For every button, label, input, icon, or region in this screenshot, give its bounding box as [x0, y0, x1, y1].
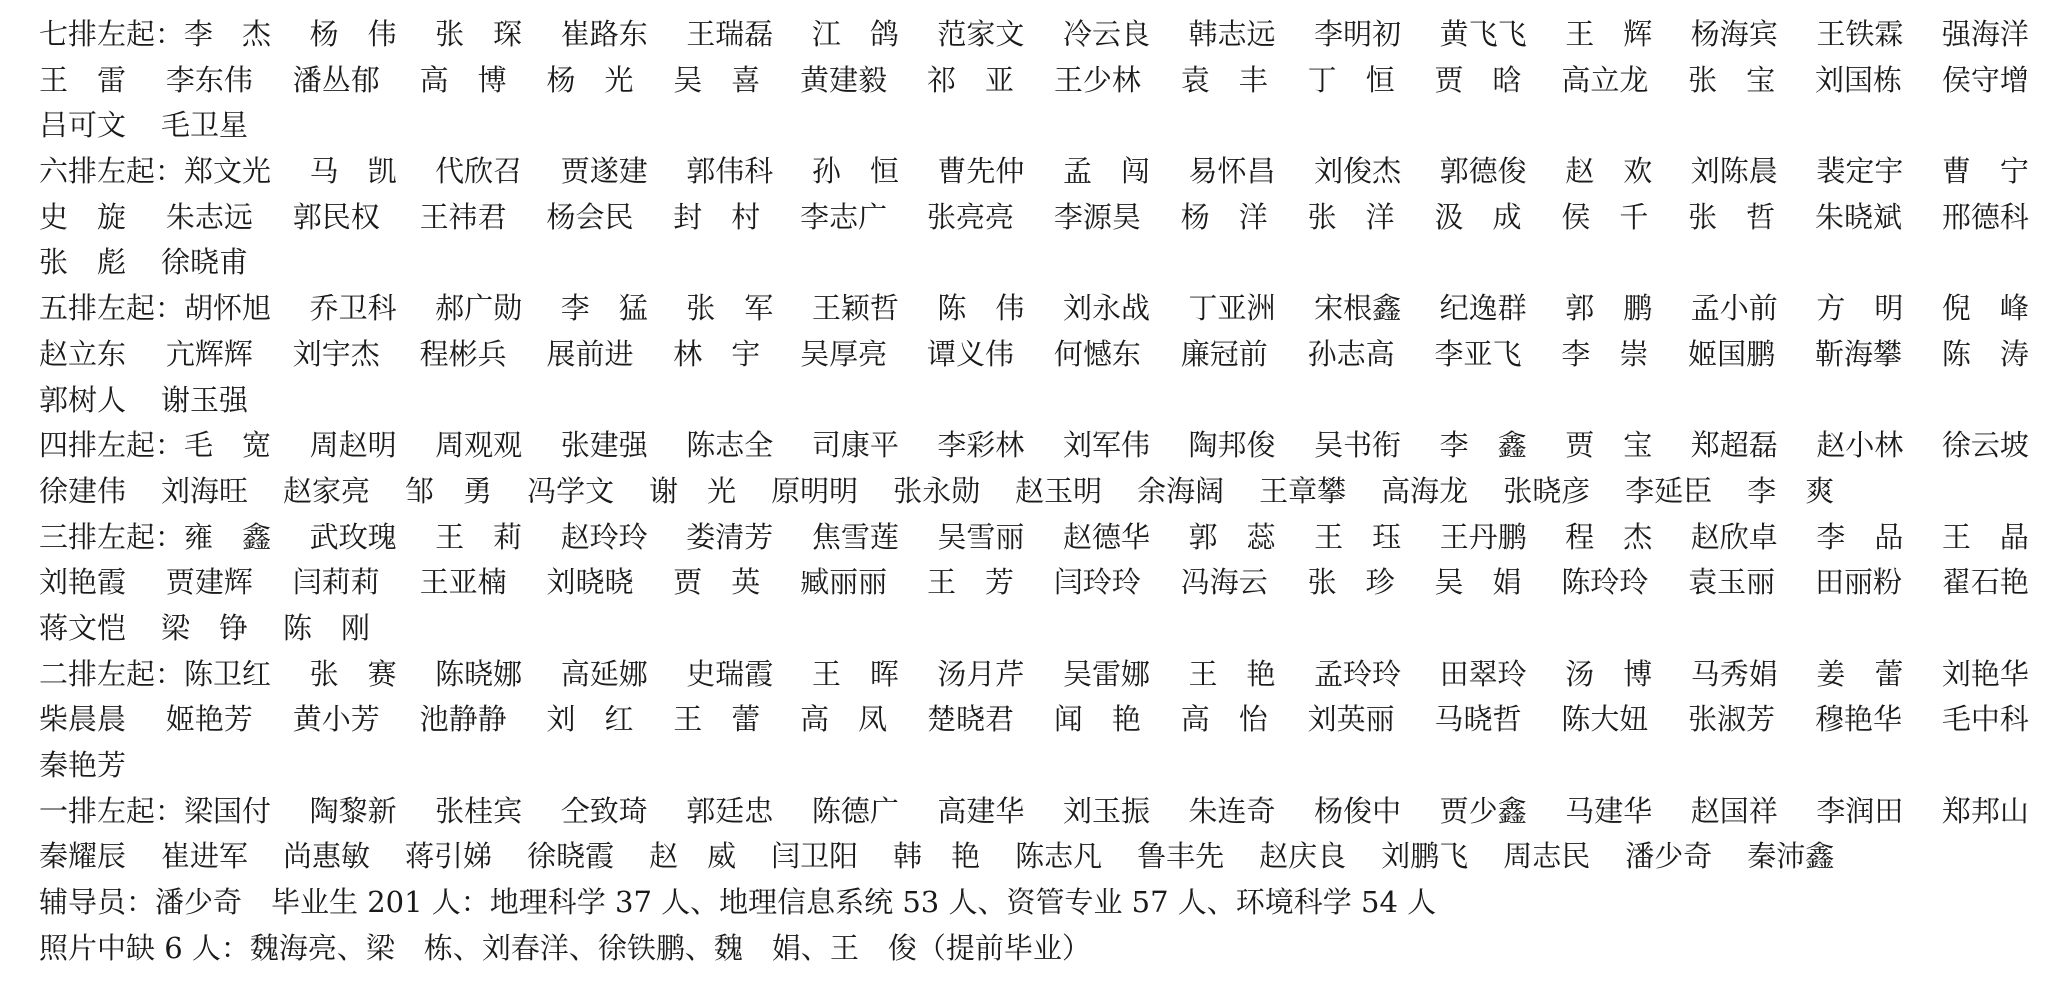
person-name: 贾遂建: [560, 154, 648, 189]
person-name: 刘艳华: [1941, 656, 2029, 691]
person-name: 高 凤: [800, 702, 888, 737]
name-row: [39, 58, 2029, 104]
row-position-label: 二排左起：: [39, 656, 185, 691]
person-name: 赵德华: [1062, 519, 1150, 554]
person-name: 方 明: [1816, 291, 1904, 326]
name-row: [39, 240, 2029, 286]
person-name: 王颖哲: [811, 291, 899, 326]
person-name: 徐建伟: [39, 473, 127, 508]
person-name: 赵欣卓: [1690, 519, 1778, 554]
person-name: 强海洋: [1941, 17, 2029, 51]
person-name: 陈志全: [686, 428, 774, 463]
person-name: 王祎君: [419, 199, 507, 234]
person-name: 吴书衔: [1314, 428, 1402, 463]
person-name: 史 旋: [39, 199, 127, 234]
person-name: 谢玉强: [161, 382, 249, 417]
person-name: 吴雪丽: [937, 519, 1025, 554]
person-name: 宋根鑫: [1314, 291, 1402, 326]
person-name: 黄飞飞: [1439, 17, 1527, 51]
person-name: 韩志远: [1188, 17, 1276, 51]
person-name: 侯守增: [1941, 62, 2029, 97]
person-name: 楚晓君: [927, 702, 1015, 737]
person-name: 柴晨晨: [39, 702, 127, 737]
person-name: 刘国栋: [1815, 62, 1903, 97]
person-name: 郭廷忠: [686, 793, 774, 828]
person-name: 孙 恒: [811, 154, 899, 189]
person-name: 王章攀: [1259, 473, 1347, 508]
person-name: 江 鸽: [811, 17, 899, 51]
name-row: [39, 469, 2029, 515]
person-name: 闻 艳: [1053, 702, 1141, 737]
person-name: 张永勋: [893, 473, 981, 508]
person-name: 武玫瑰: [309, 519, 397, 554]
person-name: 李延臣: [1625, 473, 1713, 508]
person-name: 蒋引娣: [405, 839, 493, 874]
person-name: 赵 欢: [1565, 154, 1653, 189]
person-name: 陈 伟: [937, 291, 1025, 326]
person-name: 赵国祥: [1690, 793, 1778, 828]
person-name: 丁 恒: [1307, 62, 1395, 97]
person-name: 焦雪莲: [811, 519, 899, 554]
person-name: 吕可文: [39, 108, 127, 143]
person-name: 陶邦俊: [1188, 428, 1276, 463]
person-name: 贾 英: [673, 565, 761, 600]
person-name: 郭民权: [292, 199, 380, 234]
person-name: 徐晓霞: [527, 839, 615, 874]
person-name: 代欣召: [435, 154, 523, 189]
person-name: 冯学文: [527, 473, 615, 508]
person-name: 冯海云: [1180, 565, 1268, 600]
person-name: 丁亚洲: [1188, 291, 1276, 326]
person-name: 姜 蕾: [1816, 656, 1904, 691]
person-name: 周观观: [435, 428, 523, 463]
person-name: 毛 宽: [184, 428, 272, 463]
person-name: 朱晓斌: [1815, 199, 1903, 234]
person-name: 陈 涛: [1941, 336, 2029, 371]
person-name: 吴雷娜: [1062, 656, 1150, 691]
person-name: 李志广: [800, 199, 888, 234]
person-name: 程彬兵: [419, 336, 507, 371]
name-row: [39, 515, 2029, 561]
person-name: 吴 喜: [673, 62, 761, 97]
person-name: 刘鹏飞: [1381, 839, 1469, 874]
row-position-label: 四排左起：: [39, 428, 185, 463]
person-name: 张 洋: [1307, 199, 1395, 234]
person-name: 高海龙: [1381, 473, 1469, 508]
name-row: [39, 697, 2029, 743]
person-name: 徐云坡: [1941, 428, 2029, 463]
person-name: 陈 刚: [283, 610, 371, 645]
missing-people-line: 照片中缺 6 人：魏海亮、梁 栋、刘春洋、徐铁鹏、魏 娟、王 俊（提前毕业）: [39, 930, 1091, 965]
row-position-label: 五排左起：: [39, 291, 185, 326]
person-name: 徐晓甫: [161, 245, 249, 280]
person-name: 王 艳: [1188, 656, 1276, 691]
person-name: 张 宝: [1688, 62, 1776, 97]
name-row: [39, 834, 2029, 880]
person-name: 李明初: [1314, 17, 1402, 51]
person-name: 刘晓晓: [546, 565, 634, 600]
person-name: 李彩林: [937, 428, 1025, 463]
person-name: 杨 洋: [1180, 199, 1268, 234]
name-row: [39, 652, 2029, 698]
person-name: 汤 博: [1565, 656, 1653, 691]
person-name: 刘英丽: [1307, 702, 1395, 737]
person-name: 杨俊中: [1314, 793, 1402, 828]
person-name: 陈大妞: [1561, 702, 1649, 737]
person-name: 司康平: [811, 428, 899, 463]
person-name: 张 珍: [1307, 565, 1395, 600]
person-name: 邹 勇: [405, 473, 493, 508]
name-row: [39, 560, 2029, 606]
person-name: 马秀娟: [1690, 656, 1778, 691]
person-name: 臧丽丽: [800, 565, 888, 600]
person-name: 韩 艳: [893, 839, 981, 874]
person-name: 赵玉明: [1015, 473, 1103, 508]
person-name: 朱志远: [165, 199, 253, 234]
person-name: 张 哲: [1688, 199, 1776, 234]
person-name: 贾 晗: [1434, 62, 1522, 97]
person-name: 倪 峰: [1941, 291, 2029, 326]
person-name: 侯 千: [1561, 199, 1649, 234]
person-name: 毛中科: [1941, 702, 2029, 737]
person-name: 孟小前: [1690, 291, 1778, 326]
person-name: 何憾东: [1053, 336, 1141, 371]
person-name: 史瑞霞: [686, 656, 774, 691]
row-position-label: 三排左起：: [39, 519, 185, 554]
person-name: 赵 威: [649, 839, 737, 874]
person-name: 潘丛郁: [292, 62, 380, 97]
person-name: 蒋文恺: [39, 610, 127, 645]
person-name: 陶黎新: [309, 793, 397, 828]
person-name: 李源昊: [1053, 199, 1141, 234]
person-name: 刘陈晨: [1690, 154, 1778, 189]
name-row: [39, 332, 2029, 378]
person-name: 靳海攀: [1815, 336, 1903, 371]
person-name: 张晓彦: [1503, 473, 1591, 508]
person-name: 杨 伟: [309, 17, 397, 51]
person-name: 马 凯: [309, 154, 397, 189]
person-name: 崔路东: [560, 17, 648, 51]
person-name: 封 村: [673, 199, 761, 234]
person-name: 翟石艳: [1941, 565, 2029, 600]
person-name: 亢辉辉: [165, 336, 253, 371]
person-name: 廉冠前: [1180, 336, 1268, 371]
person-name: 冷云良: [1062, 17, 1150, 51]
name-row: [39, 378, 2029, 424]
person-name: 谭义伟: [927, 336, 1015, 371]
person-name: 吴厚亮: [800, 336, 888, 371]
person-name: 姬国鹏: [1688, 336, 1776, 371]
person-name: 鲁丰先: [1137, 839, 1225, 874]
person-name: 范家文: [937, 17, 1025, 51]
person-name: 王 辉: [1565, 17, 1653, 51]
person-name: 张建强: [560, 428, 648, 463]
person-name: 王 莉: [435, 519, 523, 554]
person-name: 王 雷: [39, 62, 127, 97]
person-name: 杨 光: [546, 62, 634, 97]
name-row: [39, 423, 2029, 469]
row-start: [39, 515, 271, 561]
person-name: 田翠玲: [1439, 656, 1527, 691]
name-lines: [39, 12, 2029, 880]
row-start: [39, 286, 271, 332]
person-name: 张 琛: [435, 17, 523, 51]
name-row: [39, 286, 2029, 332]
row-position-label: 七排左起：: [39, 17, 185, 51]
person-name: 郭德俊: [1439, 154, 1527, 189]
person-name: 李东伟: [165, 62, 253, 97]
person-name: 尚惠敏: [283, 839, 371, 874]
person-name: 陈志凡: [1015, 839, 1103, 874]
person-name: 谢 光: [649, 473, 737, 508]
person-name: 李 猛: [560, 291, 648, 326]
person-name: 王亚楠: [419, 565, 507, 600]
person-name: 毛卫星: [161, 108, 249, 143]
person-name: 张桂宾: [435, 793, 523, 828]
person-name: 池静静: [419, 702, 507, 737]
person-name: 朱连奇: [1188, 793, 1276, 828]
person-name: 王 蕾: [673, 702, 761, 737]
person-name: 周志民: [1503, 839, 1591, 874]
person-name: 祁 亚: [927, 62, 1015, 97]
person-name: 梁 铮: [161, 610, 249, 645]
person-name: 易怀昌: [1188, 154, 1276, 189]
person-name: 原明明: [771, 473, 859, 508]
person-name: 黄小芳: [292, 702, 380, 737]
person-name: 袁 丰: [1180, 62, 1268, 97]
person-name: 秦艳芳: [39, 748, 127, 782]
person-name: 王丹鹏: [1439, 519, 1527, 554]
person-name: 刘宇杰: [292, 336, 380, 371]
person-name: 王 晶: [1941, 519, 2029, 554]
person-name: 裴定宇: [1816, 154, 1904, 189]
person-name: 李 杰: [184, 17, 272, 51]
person-name: 邢德科: [1941, 199, 2029, 234]
name-row: [39, 12, 2029, 58]
person-name: 赵玲玲: [560, 519, 648, 554]
person-name: 梁国付: [184, 793, 272, 828]
person-name: 高立龙: [1561, 62, 1649, 97]
person-name: 袁玉丽: [1688, 565, 1776, 600]
person-name: 马建华: [1565, 793, 1653, 828]
name-row: [39, 103, 2029, 149]
name-row: [39, 743, 2029, 789]
person-name: 赵立东: [39, 336, 127, 371]
person-name: 贾建辉: [165, 565, 253, 600]
row-start: [39, 789, 271, 835]
person-name: 雍 鑫: [184, 519, 272, 554]
name-row: [39, 149, 2029, 195]
person-name: 王少林: [1053, 62, 1141, 97]
name-list-document: [39, 12, 2029, 971]
person-name: 纪逸群: [1439, 291, 1527, 326]
person-name: 汤月芹: [937, 656, 1025, 691]
person-name: 刘海旺: [161, 473, 249, 508]
person-name: 潘少奇: [1625, 839, 1713, 874]
person-name: 张 彪: [39, 245, 127, 280]
person-name: 贾 宝: [1565, 428, 1653, 463]
person-name: 展前进: [546, 336, 634, 371]
person-name: 刘艳霞: [39, 565, 127, 600]
person-name: 刘 红: [546, 702, 634, 737]
person-name: 高 怡: [1180, 702, 1268, 737]
person-name: 李 爽: [1747, 473, 1835, 508]
person-name: 王 晖: [811, 656, 899, 691]
person-name: 仝致琦: [560, 793, 648, 828]
person-name: 杨会民: [546, 199, 634, 234]
person-name: 马晓哲: [1434, 702, 1522, 737]
person-name: 闫卫阳: [771, 839, 859, 874]
row-position-label: 一排左起：: [39, 793, 185, 828]
person-name: 林 宇: [673, 336, 761, 371]
person-name: 刘军伟: [1062, 428, 1150, 463]
person-name: 周赵明: [309, 428, 397, 463]
person-name: 穆艳华: [1815, 702, 1903, 737]
person-name: 李 品: [1816, 519, 1904, 554]
row-start: [39, 652, 271, 698]
person-name: 程 杰: [1565, 519, 1653, 554]
person-name: 陈玲玲: [1561, 565, 1649, 600]
person-name: 曹 宁: [1941, 154, 2029, 189]
row-start: [39, 423, 271, 469]
person-name: 高延娜: [560, 656, 648, 691]
person-name: 赵家亮: [283, 473, 371, 508]
name-row: [39, 606, 2029, 652]
person-name: 李 鑫: [1439, 428, 1527, 463]
person-name: 吴 娟: [1434, 565, 1522, 600]
person-name: 孟 闯: [1062, 154, 1150, 189]
person-name: 闫玲玲: [1053, 565, 1141, 600]
person-name: 娄清芳: [686, 519, 774, 554]
person-name: 乔卫科: [309, 291, 397, 326]
person-name: 郭树人: [39, 382, 127, 417]
counselor-line: 辅导员：潘少奇 毕业生 201 人：地理科学 37 人、地理信息系统 53 人、资管专业 57 人、环境科学 54 人: [39, 885, 1437, 920]
row-start: [39, 149, 271, 195]
person-name: 杨海宾: [1690, 17, 1778, 51]
person-name: 王铁霖: [1816, 17, 1904, 51]
row-start: [39, 12, 271, 58]
row-position-label: 六排左起：: [39, 154, 185, 189]
person-name: 高 博: [419, 62, 507, 97]
person-name: 郝广勋: [435, 291, 523, 326]
person-name: 王瑞磊: [686, 17, 774, 51]
person-name: 陈卫红: [184, 656, 272, 691]
person-name: 张 赛: [309, 656, 397, 691]
person-name: 高建华: [937, 793, 1025, 828]
name-row: [39, 789, 2029, 835]
person-name: 王 珏: [1314, 519, 1402, 554]
person-name: 田丽粉: [1815, 565, 1903, 600]
person-name: 李 崇: [1561, 336, 1649, 371]
person-name: 孙志高: [1307, 336, 1395, 371]
person-name: 刘俊杰: [1314, 154, 1402, 189]
person-name: 郑文光: [184, 154, 272, 189]
person-name: 陈德广: [811, 793, 899, 828]
person-name: 姬艳芳: [165, 702, 253, 737]
person-name: 秦沛鑫: [1747, 839, 1835, 874]
person-name: 崔进军: [161, 839, 249, 874]
person-name: 黄建毅: [800, 62, 888, 97]
person-name: 张亮亮: [927, 199, 1015, 234]
person-name: 孟玲玲: [1314, 656, 1402, 691]
person-name: 刘玉振: [1062, 793, 1150, 828]
person-name: 秦耀辰: [39, 839, 127, 874]
person-name: 曹先仲: [937, 154, 1025, 189]
person-name: 张淑芳: [1688, 702, 1776, 737]
person-name: 赵庆良: [1259, 839, 1347, 874]
person-name: 闫莉莉: [292, 565, 380, 600]
person-name: 余海阔: [1137, 473, 1225, 508]
name-row: [39, 195, 2029, 241]
person-name: 张 军: [686, 291, 774, 326]
person-name: 贾少鑫: [1439, 793, 1527, 828]
person-name: 汲 成: [1434, 199, 1522, 234]
person-name: 赵小林: [1816, 428, 1904, 463]
person-name: 胡怀旭: [184, 291, 272, 326]
person-name: 郭伟科: [686, 154, 774, 189]
person-name: 李润田: [1816, 793, 1904, 828]
person-name: 李亚飞: [1434, 336, 1522, 371]
person-name: 郑超磊: [1690, 428, 1778, 463]
person-name: 郭 鹏: [1565, 291, 1653, 326]
person-name: 刘永战: [1062, 291, 1150, 326]
person-name: 陈晓娜: [435, 656, 523, 691]
person-name: 郑邦山: [1941, 793, 2029, 828]
person-name: 郭 蕊: [1188, 519, 1276, 554]
person-name: 王 芳: [927, 565, 1015, 600]
